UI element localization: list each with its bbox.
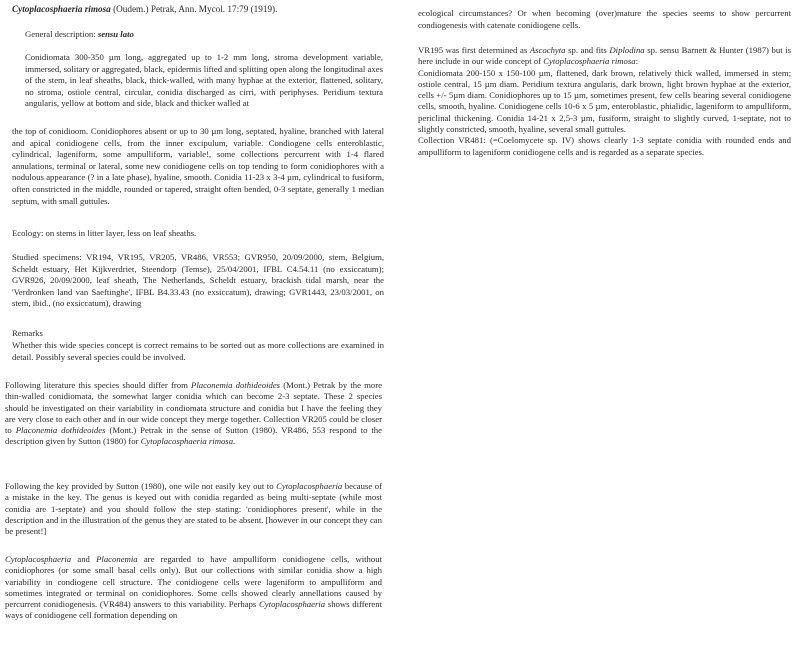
remarks-paragraph: Whether this wide species concept is correct remains to be sorted out as more collections are examined in detail. Possibly several species could be involved. [12, 340, 384, 362]
vr195-description: Conidiomata 200-150 x 150-100 µm, flattened, dark brown, relatively thick walled, immersed in stem; ostiole central, 15 µm diam. Peridium textura angularis, dark brown, light brown hyphae at the exterior, cells +/- 5µm diam. Conidiophores up to 15 µm, sometimes present, few cells bearing several conidiogene cells, smooth, hyaline. Conidiogene cells 10-6 x 5 µm, enteroblastic, phialidic, lageniform to ampulliform, periclinal thickening. Conidia 14-21 x 2,5-3 µm, fusiform, straight to slightly curved, 1-septate, not to slightly constricted, smooth, hyaline, several small guttules. [418, 67, 791, 135]
taxon-name: Diplodina [609, 45, 645, 55]
taxon-name: Cytoplacosphaeria [259, 599, 326, 610]
remarks-heading: Remarks [12, 328, 43, 338]
taxon-name: Placonemia dothideoides [191, 380, 281, 390]
sensu-lato-term: sensu lato [97, 29, 134, 39]
ecology-paragraph: Ecology: on stems in litter layer, less on leaf sheaths. [12, 228, 197, 238]
general-description-heading [25, 29, 385, 41]
taxon-name: Placonemia [96, 554, 138, 564]
taxon-name: Cytoplacosphaeria rimosa [140, 436, 234, 447]
vr195-paragraph: VR195 was first determined as Ascochyta sp. and fits Diplodina sp. sensu Barnett & Hunter (1987) but is here include in our wide concept of Cytoplacosphaeria rimosa: Conidiomata 200-150 x 150-100 µm, flattened, dark brown, relatively thick walled, immersed in stem; ostiole central, 15 µm diam. Peridium textura angularis, dark brown, light brown hyphae at the exterior, cells +/- 5µm diam. Conidiophores up to 15 µm, sometimes present, few cells bearing several conidiogene cells, smooth, hyaline. Conidiogene cells 10-6 x 5 µm, enteroblastic, phialidic, lageniform to ampulliform, periclinal thickening. Conidia 14-21 x 2,5-3 µm, fusiform, straight to slightly curved, 1-septate, not to slightly constricted, smooth, hyaline, several small guttules. Collection VR481: (=Coelomycete sp. IV) shows clearly 1-3 septate conidia with rounded ends and ampulliform to lageniform conidiogene cells and is regarded as a separate species. [418, 45, 791, 157]
species-authority: (Oudem.) Petrak, Ann. Mycol. 17:79 (1919). [110, 4, 278, 14]
conidiophores-paragraph: the top of conidioom. Conidiophores absent or up to 30 µm long, septated, hyaline, branched with lateral and apical conidiogene cells, from the inner excipulum, variable. Condiogene cells enteroblastic, cylindrical, lageniform, some ampulliform, variable!, some collections percurrent with 1-4 flared annulations, terminal or lateral, some new conidiogene cells on top tending to form conidiophores with a nodulous appearance (? in a late phase), hyaline, smooth. Conidia 11-23 x 3-4 µm, cylindrical to fusiform, often constricted in the middle, rounded or tapered, straight often bended, 0-3 septate, generally 1 median septum, with small guttules. [12, 126, 384, 206]
species-title [12, 4, 392, 16]
continuation-paragraph: ecological circumstances? Or when becoming (over)mature the species seems to show percurrent condiogenesis with catenate conidiogene cells. [418, 8, 791, 30]
studied-specimens-paragraph: Studied specimens: VR194, VR195, VR205, VR486, VR553; GVR950, 20/09/2000, stem, Belgium, Scheldt estuary, Het Kijkverdriet, Steendorp (Temse), 25/04/2001, IFBL C4.54.11 (no exsiccatum); GVR926, 20/09/2000, leaf sheath, The Netherlands, Scheldt estuary, brackish tidal marsh, near the 'Verdronken land van Saeftinghe', IFBL B4.33.43 (no exsiccatum), drawing; GVR1443, 23/03/2001, on stem, ibid., (no exsiccatum), drawing [12, 252, 384, 309]
taxon-name: Cytoplacosphaeria [5, 554, 72, 564]
conidiomata-paragraph: Conidiomata 300-350 µm long, aggregated up to 1-2 mm long, stroma development variable, immersed, solitary or aggregated, black, epidermis lifted and splitting open along the longitudinal axes of the stem, in leaf sheaths, black, thick-walled, with many hyphae at the exterior, flattened, solitary, no stroma, ostiole central, circular, conidia discharged as cirri, with periphyses. Peridium textura angularis, yellow at bottom and side, black and thicker walled at [25, 52, 383, 109]
conidiogene-cells-paragraph: Cytoplacosphaeria and Placonemia are regarded to have ampulliform conidiogene cells, without conidiophores (or some small basal cells only). But our collections with similar conidia show a high variability in condiogene cell structure. The conidiogene cells were lageniform to ampulliform and sometimes integrated or terminal on conidiophores. Some cells showed clearly annellations caused by percurrent conidiogenesis. (VR484) answers to this variability. Perhaps Cytoplacosphaeria shows different ways of conidiogene cell formation depending on [5, 554, 383, 621]
taxon-name: Placonemia dothideoides [15, 425, 106, 436]
taxon-name: Cytoplacosphaeria rimosa [543, 56, 636, 67]
literature-comparison-paragraph: Following literature this species should differ from Placonemia dothideoides (Mont.) Petrak by the more thin-walled conidiomata, the somewhat larger conidia which can become 2-3 septate. These 2 species should be investigated on their variability in condiomata structure and conidia but I have the feeling they are very close to each other and in our wide concept they merge together. Collection VR205 could be closer to Placonemia dothideoides (Mont.) Petrak in the sense of Sutton (1980). VR486, 553 respond to the description given by Sutton (1980) for Cytoplacosphaeria rimosa. [5, 380, 382, 447]
taxon-name: Cytoplacosphaeria [276, 481, 343, 491]
general-description-label: General description: [25, 29, 98, 39]
vr481-note: Collection VR481: (=Coelomycete sp. IV) shows clearly 1-3 septate conidia with rounded ends and ampulliform to lageniform conidiogene cells and is regarded as a separate species. [418, 135, 791, 157]
species-name: Cytoplacosphaeria rimosa [12, 4, 111, 14]
key-paragraph: Following the key provided by Sutton (1980), one wile not easily key out to Cytoplacosphaeria because of a mistake in the key. The genus is keyed out with conidia regarded as being multi-septate (while most conidia are 1-septate) and you should follow the step stating: 'conidiophores present', while in the description and in the illustration of the genus they are stated to be absent. [however in our concept they can be present!] [5, 481, 382, 537]
taxon-name: Ascochyta [529, 45, 566, 55]
